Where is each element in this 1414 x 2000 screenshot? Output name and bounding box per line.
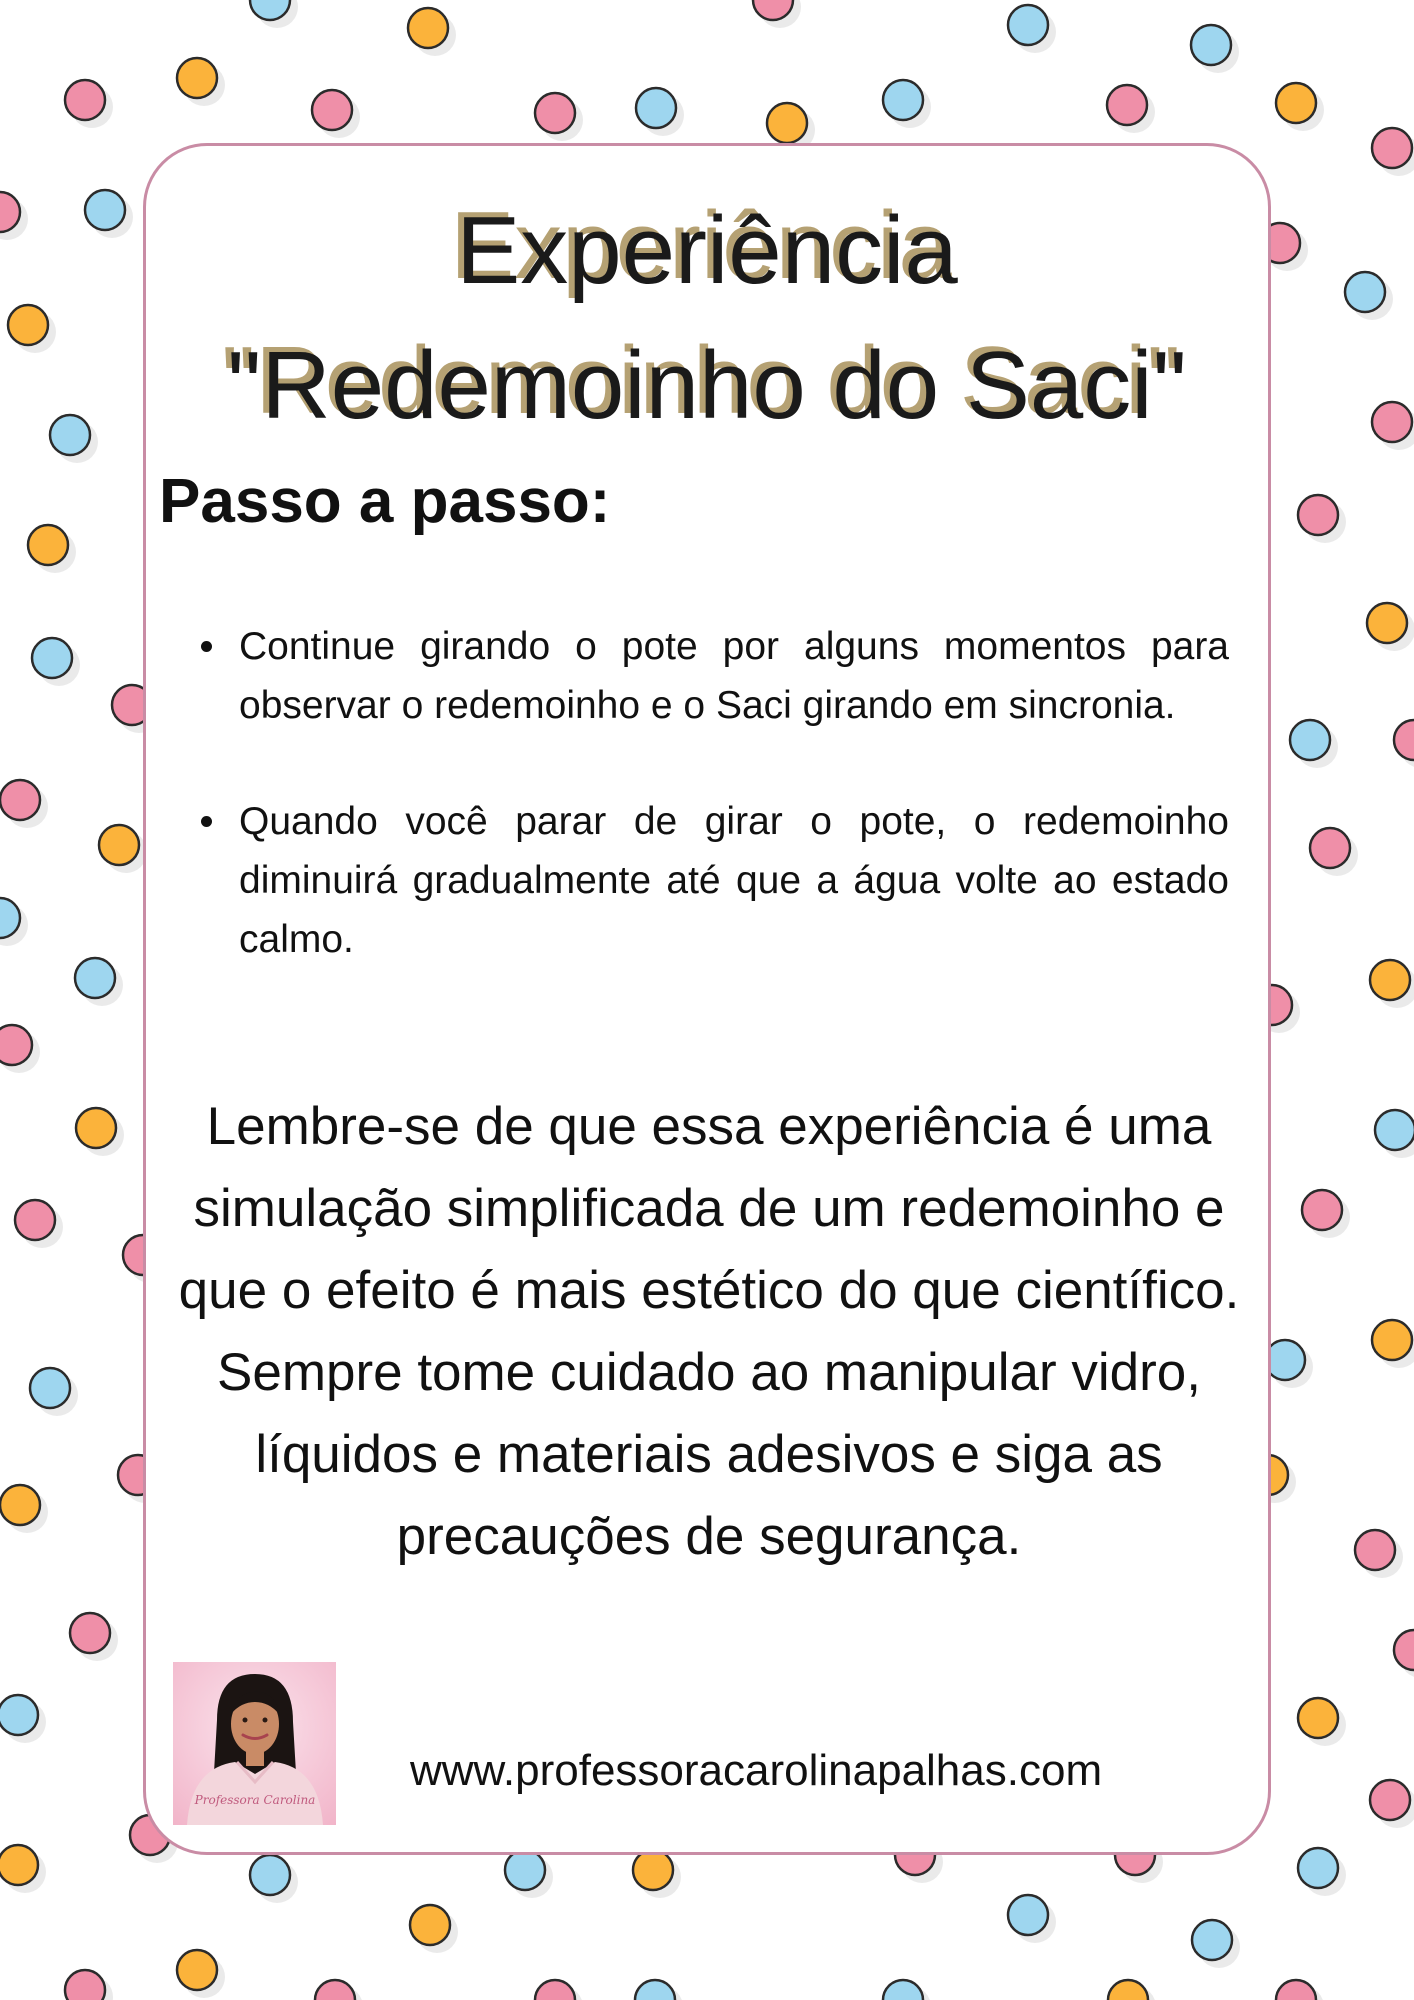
- content-card: [143, 143, 1271, 1855]
- polka-dot: [1107, 85, 1147, 125]
- polka-dot: [1192, 1920, 1232, 1960]
- polka-dot: [1370, 960, 1410, 1000]
- polka-dot: [315, 1980, 355, 2000]
- polka-dot: [65, 80, 105, 120]
- polka-dot: [767, 103, 807, 143]
- polka-dot: [1394, 720, 1414, 760]
- polka-dot: [1008, 5, 1048, 45]
- polka-dot: [99, 825, 139, 865]
- polka-dot: [32, 638, 72, 678]
- polka-dot: [1298, 495, 1338, 535]
- polka-dot: [1302, 1190, 1342, 1230]
- polka-dot: [1265, 1340, 1305, 1380]
- polka-dot: [70, 1613, 110, 1653]
- step-text: Continue girando o pote por alguns momentos para observar o redemoinho e o Saci girando em sincronia.: [239, 625, 1229, 727]
- polka-dot: [1276, 1980, 1316, 2000]
- polka-dot: [8, 305, 48, 345]
- polka-dot: [1372, 402, 1412, 442]
- polka-dot: [1372, 128, 1412, 168]
- polka-dot: [75, 958, 115, 998]
- list-item: [201, 617, 1229, 735]
- polka-dot: [535, 1980, 575, 2000]
- polka-dot: [410, 1905, 450, 1945]
- polka-dot: [883, 80, 923, 120]
- polka-dot: [1345, 272, 1385, 312]
- safety-note: Lembre-se de que essa experiência é uma simulação simplificada de um redemoinho e que o efeito é mais estético do que científico. Sempre tome cuidado ao manipular vidro, líquidos e materiais adesivos e siga as precauções de segurança.: [178, 1097, 1240, 1566]
- polka-dot: [76, 1108, 116, 1148]
- polka-dot: [15, 1200, 55, 1240]
- polka-dot: [408, 8, 448, 48]
- title-line-1: Experiência: [456, 197, 958, 304]
- polka-dot: [1298, 1848, 1338, 1888]
- polka-dot: [1008, 1895, 1048, 1935]
- polka-dot: [312, 90, 352, 130]
- polka-dot: [1298, 1698, 1338, 1738]
- polka-dot: [1191, 25, 1231, 65]
- polka-dot: [883, 1980, 923, 2000]
- polka-dot: [0, 1485, 40, 1525]
- polka-dot: [65, 1970, 105, 2000]
- list-item: [201, 792, 1229, 969]
- steps-list: [201, 617, 1229, 1026]
- section-heading: Passo a passo:: [159, 467, 611, 536]
- polka-dot: [0, 1025, 32, 1065]
- polka-dot: [1367, 603, 1407, 643]
- step-text: Quando você parar de girar o pote, o redemoinho diminuirá gradualmente até que a água volte ao estado calmo.: [239, 800, 1229, 961]
- polka-dot: [505, 1850, 545, 1890]
- polka-dot: [535, 93, 575, 133]
- polka-dot: [250, 1855, 290, 1895]
- polka-dot: [1372, 1320, 1412, 1360]
- polka-dot: [30, 1368, 70, 1408]
- polka-dot: [1290, 720, 1330, 760]
- polka-dot: [1394, 1630, 1414, 1670]
- polka-dot: [1310, 828, 1350, 868]
- polka-dot: [0, 1845, 38, 1885]
- polka-dot: [1370, 1780, 1410, 1820]
- polka-dot: [1375, 1110, 1414, 1150]
- website-url: www.professoracarolinapalhas.com: [410, 1746, 1103, 1795]
- polka-dot: [635, 1980, 675, 2000]
- polka-dot: [0, 1695, 38, 1735]
- title-line-2: "Redemoinho do Saci": [227, 332, 1187, 439]
- polka-dot: [85, 190, 125, 230]
- polka-dot: [633, 1850, 673, 1890]
- polka-dot: [28, 525, 68, 565]
- polka-dot: [177, 1950, 217, 1990]
- shirt-text: Professora Carolina: [194, 1793, 316, 1807]
- polka-dot: [1276, 83, 1316, 123]
- polka-dot: [50, 415, 90, 455]
- author-photo: [173, 1662, 336, 1825]
- bullet-icon: [201, 816, 212, 827]
- bullet-icon: [201, 641, 212, 652]
- polka-dot: [1108, 1980, 1148, 2000]
- polka-dot: [636, 88, 676, 128]
- polka-dot: [177, 58, 217, 98]
- polka-dot: [1355, 1530, 1395, 1570]
- polka-dot: [0, 780, 40, 820]
